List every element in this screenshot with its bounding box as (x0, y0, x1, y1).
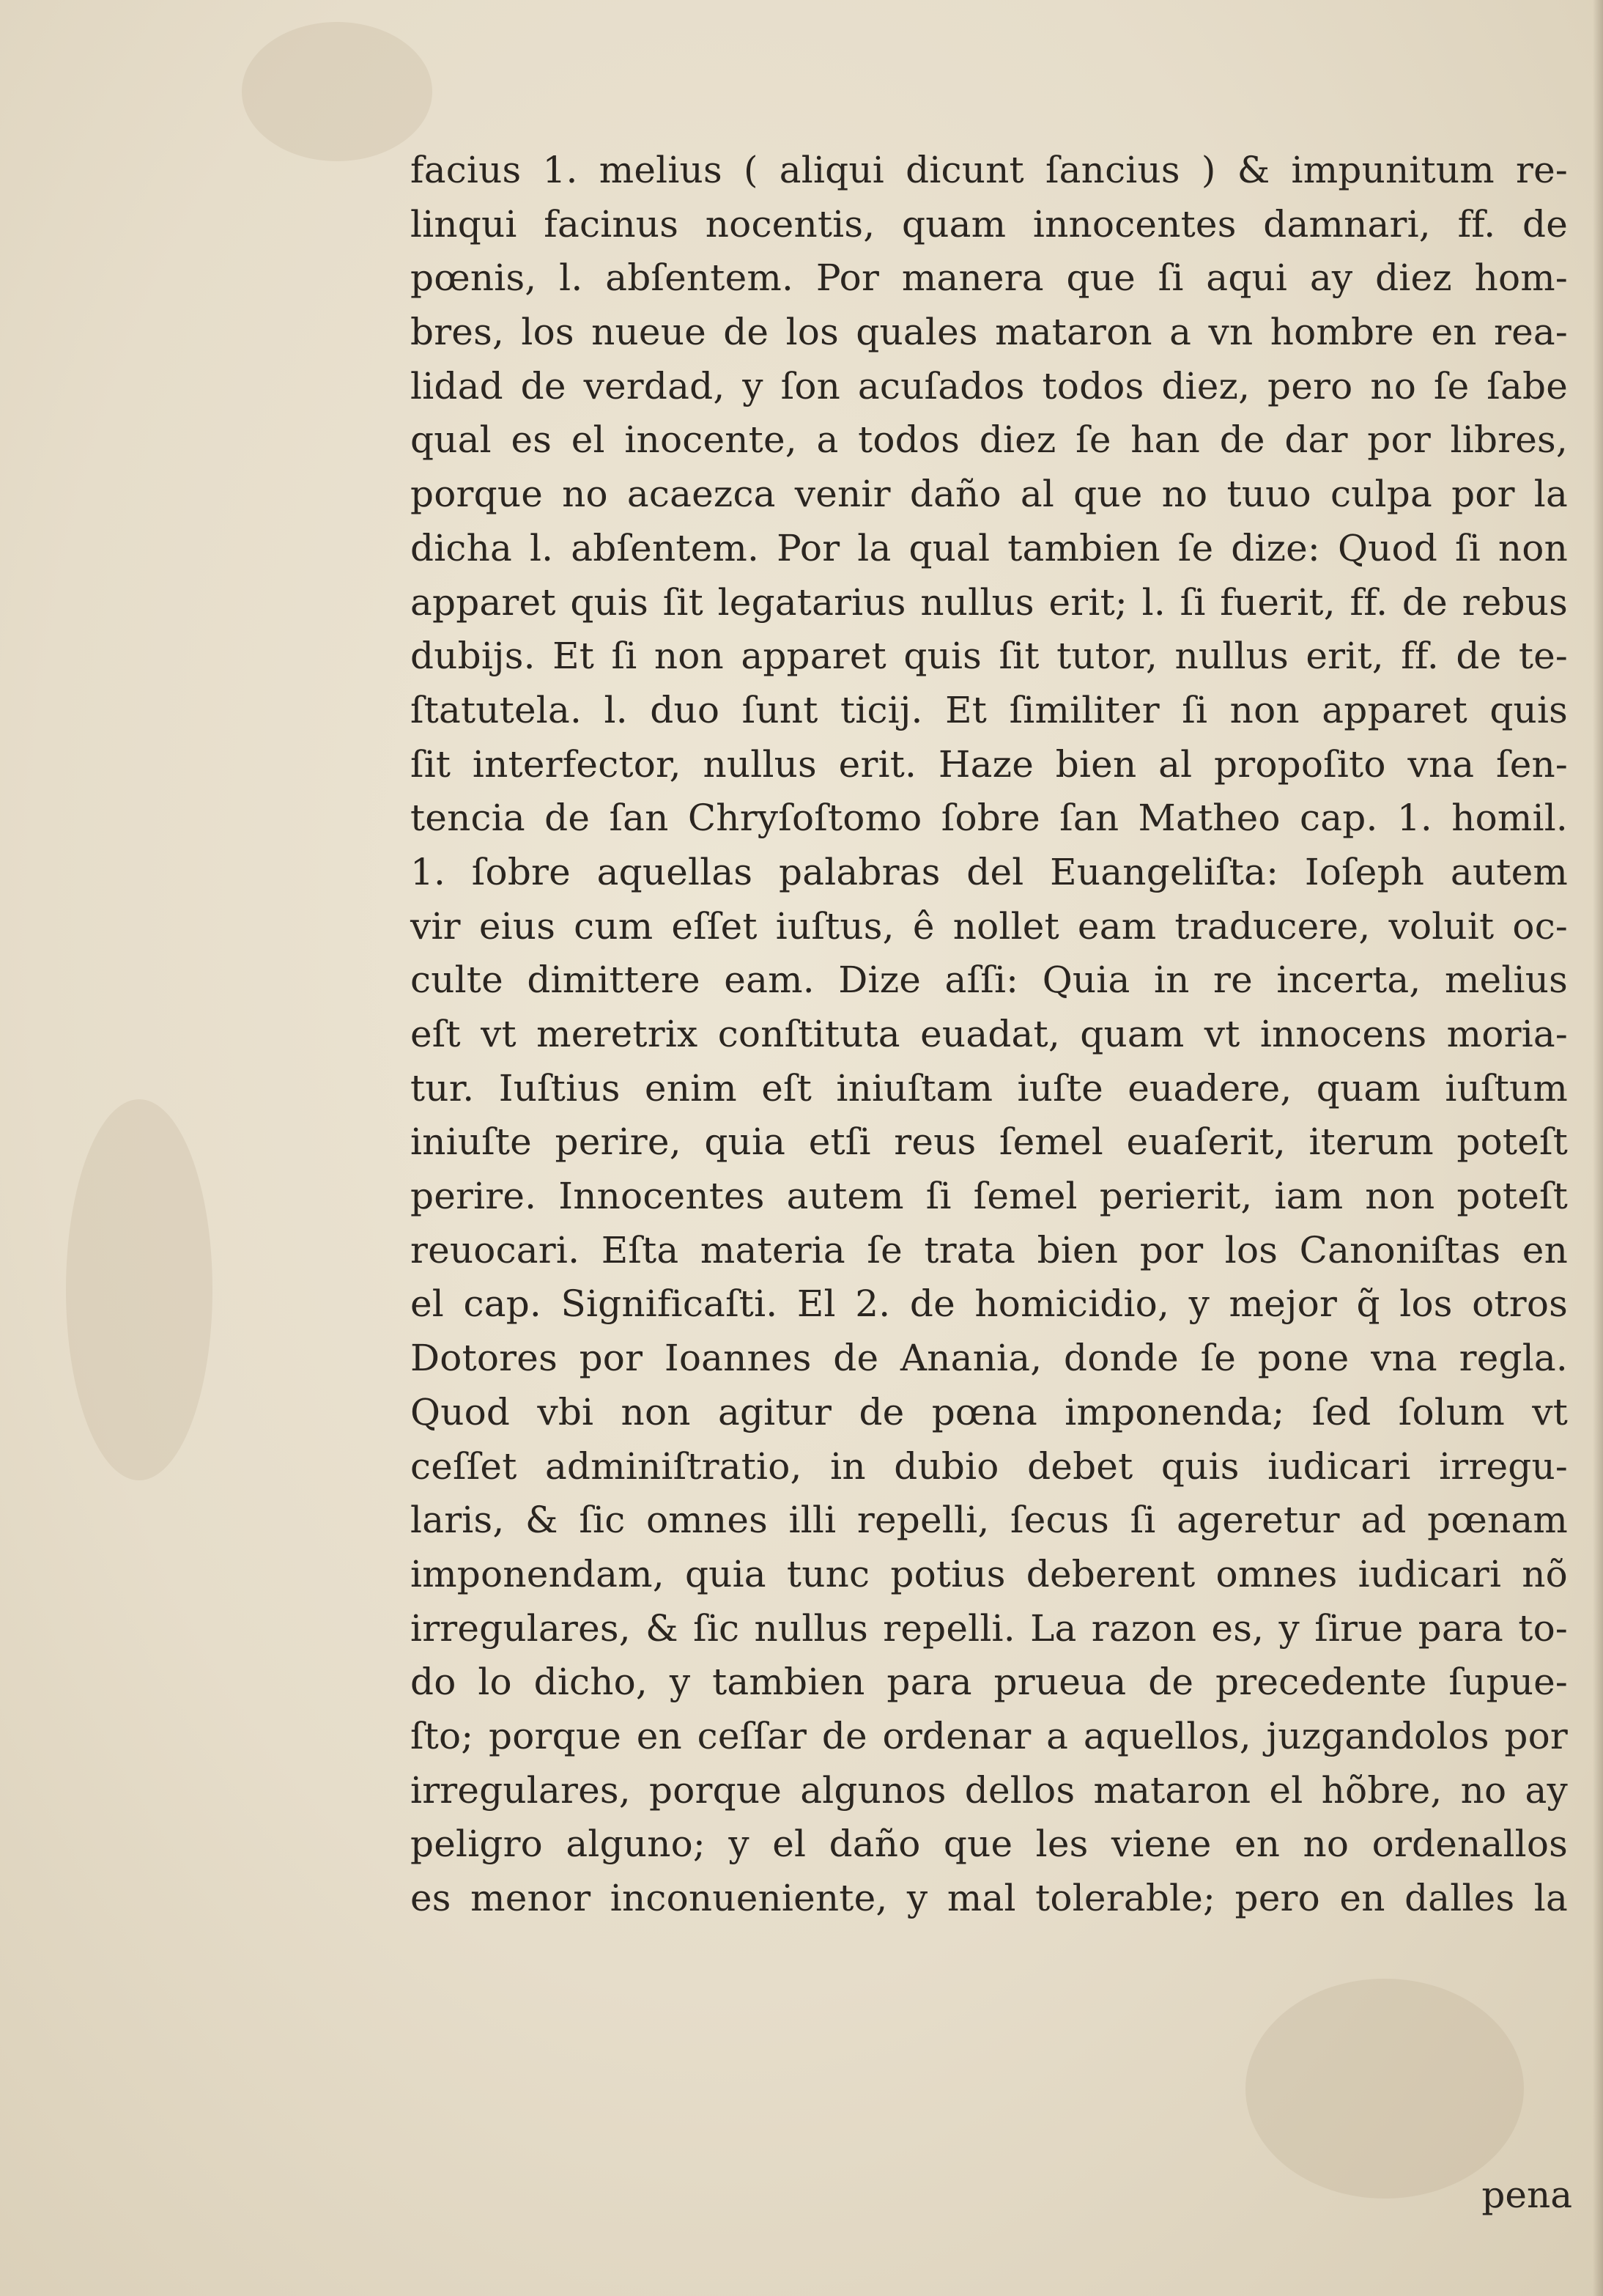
text-line: iniuſte perire, quia etſi reus ſemel euaſerit, iterum poteſt (410, 1121, 1568, 1164)
text-line: linqui facinus nocentis, quam innocentes damnari, ff. de (410, 202, 1568, 246)
text-line: ceſſet adminiſtratio, in dubio debet quis iudicari irregu- (410, 1444, 1568, 1488)
text-line: perire. Innocentes autem ſi ſemel perierit, iam non poteſt (410, 1175, 1568, 1218)
text-line: peligro alguno; y el daño que les viene en no ordenallos (410, 1823, 1568, 1866)
text-line: ſtatutela. l. duo ſunt ticij. Et ſimiliter ſi non apparet quis (410, 688, 1568, 731)
body-text (410, 144, 1568, 1926)
text-line: porque no acaezca venir daño al que no tuuo culpa por la (410, 473, 1568, 516)
text-line: facius 1. melius ( aliqui dicunt ſancius ) & impunitum re- (410, 149, 1568, 191)
text-line: tencia de ſan Chryſoſtomo ſobre ſan Matheo cap. 1. homil. (410, 797, 1568, 840)
text-line: laris, & ſic omnes illi repelli, ſecus ſi ageretur ad pœnam (410, 1499, 1568, 1542)
text-line: bres, los nueue de los quales mataron a vn hombre en rea- (410, 311, 1568, 354)
paper-stain (66, 1099, 212, 1480)
text-line: el cap. Significaſti. El 2. de homicidio, y mejor q̃ los otros (410, 1282, 1568, 1326)
text-line: qual es el inocente, a todos diez ſe han de dar por libres, (410, 418, 1568, 462)
paper-stain (242, 22, 432, 161)
text-line: pœnis, l. abſentem. Por manera que ſi aqui ay diez hom- (410, 256, 1568, 300)
text-line: Dotores por Ioannes de Anania, donde ſe pone vna regla. (410, 1337, 1568, 1380)
text-line: reuocari. Eſta materia ſe trata bien por los Canoniſtas en (410, 1228, 1568, 1271)
text-line: irregulares, & ſic nullus repelli. La razon es, y ſirue para to- (410, 1606, 1568, 1650)
text-line: lidad de verdad, y ſon acuſados todos diez, pero no ſe ſabe (410, 364, 1568, 407)
text-line: es menor inconueniente, y mal tolerable; pero en dalles la (410, 1877, 1568, 1919)
text-line: ſto; porque en ceſſar de ordenar a aquellos, juzgandolos por (410, 1714, 1568, 1757)
text-line: Quod vbi non agitur de pœna imponenda; ſed ſolum vt (410, 1390, 1568, 1433)
text-line: dubijs. Et ſi non apparet quis ſit tutor, nullus erit, ff. de te- (410, 635, 1568, 678)
text-line: tur. Iuſtius enim eſt iniuſtam iuſte euadere, quam iuſtum (410, 1066, 1568, 1110)
text-line: do lo dicho, y tambien para prueua de precedente ſupue- (410, 1661, 1568, 1704)
text-line: 1. ſobre aquellas palabras del Euangeliſta: Ioſeph autem (410, 850, 1568, 893)
text-line: irregulares, porque algunos dellos mataron el hõbre, no ay (410, 1768, 1568, 1812)
text-line: ſit interfector, nullus erit. Haze bien al propoſito vna ſen- (410, 742, 1568, 786)
text-line: eſt vt meretrix conſtituta euadat, quam vt innocens moria- (410, 1013, 1568, 1055)
paper-stain (1245, 1979, 1524, 2199)
text-line: imponendam, quia tunc potius deberent omnes iudicari nõ (410, 1552, 1568, 1595)
text-line: vir eius cum eſſet iuſtus, ê nollet eam traducere, voluit oc- (410, 904, 1568, 948)
text-line: culte dimittere eam. Dize aſſi: Quia in re incerta, melius (410, 959, 1568, 1002)
catchword: pena (1481, 2174, 1572, 2216)
page-edge-shadow (1593, 0, 1603, 2296)
text-line: dicha l. abſentem. Por la qual tambien ſe dize: Quod ſi non (410, 526, 1568, 569)
text-line: apparet quis ſit legatarius nullus erit; l. ſi fuerit, ff. de rebus (410, 580, 1568, 624)
